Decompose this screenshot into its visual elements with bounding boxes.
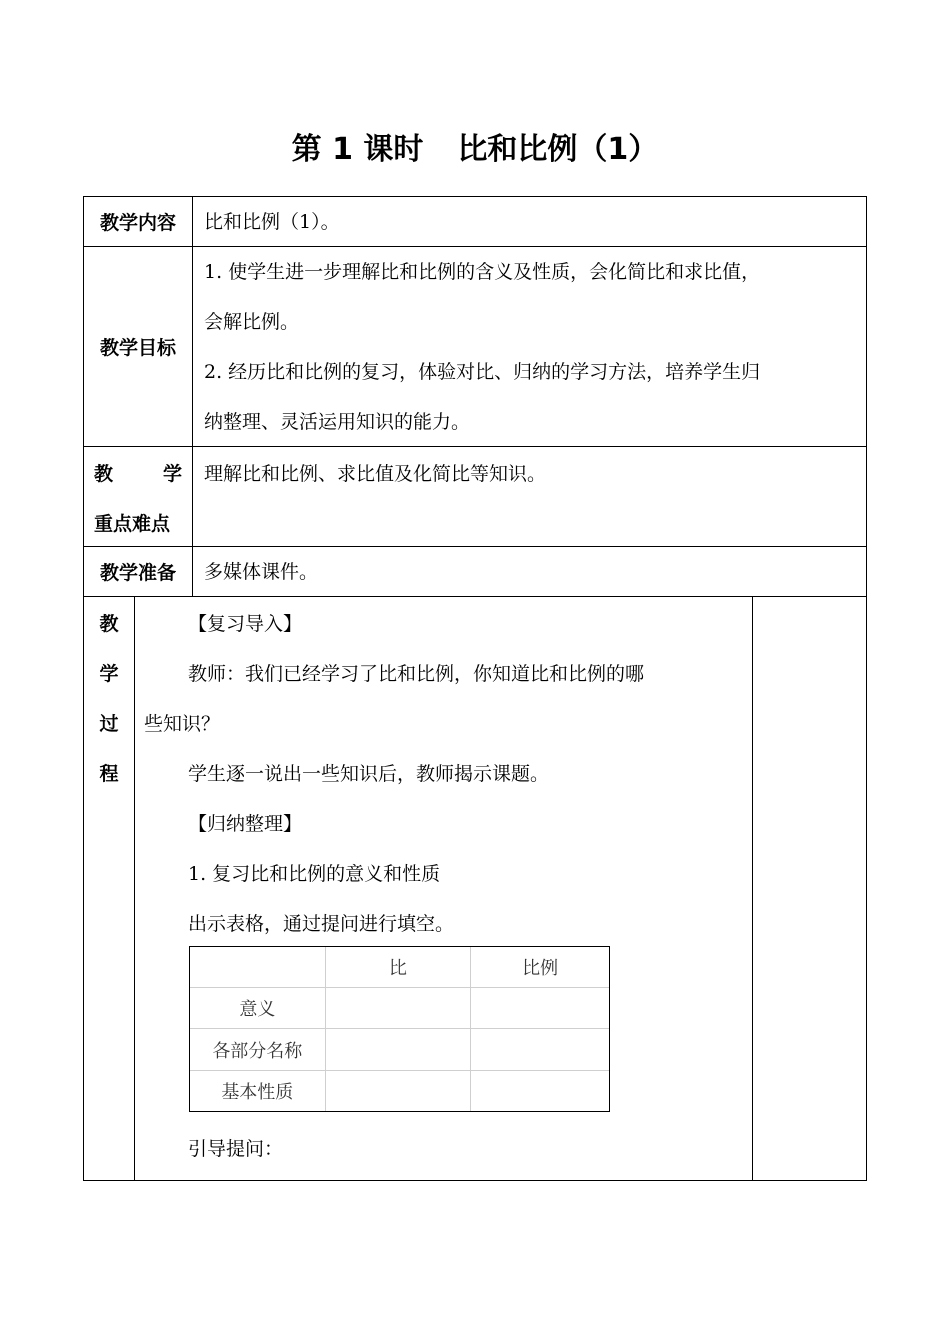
key-points-text: 理解比和比例、求比值及化简比等知识。 [204, 463, 547, 485]
goal-line: 1. 使学生进一步理解比和比例的含义及性质，会化简比和求比值， [204, 261, 761, 283]
teaching-goals-text [204, 247, 858, 447]
lesson-number: 第 1 课时 [291, 132, 424, 167]
label-key-points [84, 447, 193, 546]
row-teaching-content [84, 197, 866, 247]
process-paragraph: 出示表格，通过提问进行填空。 [188, 913, 455, 935]
process-paragraph: 引导提问： [188, 1138, 284, 1160]
table-row [190, 1070, 609, 1111]
process-paragraph: 学生逐一说出一些知识后，教师揭示课题。 [188, 763, 550, 785]
label-char: 教 [94, 463, 114, 485]
table-cell [325, 1029, 471, 1070]
table-row-label: 基本性质 [190, 1070, 325, 1111]
row-teaching-process [84, 597, 866, 1180]
label-char: 学 [162, 463, 182, 485]
label-teaching-content: 教学内容 [84, 197, 193, 246]
table-row [190, 988, 609, 1029]
section-heading-summary: 【归纳整理】 [188, 813, 303, 835]
table-header-row [190, 947, 609, 988]
process-closing [144, 1124, 748, 1174]
process-paragraph: 1. 复习比和比例的意义和性质 [188, 863, 441, 885]
process-paragraph: 教师：我们已经学习了比和比例，你知道比和比例的哪 [188, 663, 645, 685]
label-char: 过 [99, 713, 119, 735]
goal-line: 纳整理、灵活运用知识的能力。 [204, 411, 471, 433]
label-teaching-prep: 教学准备 [84, 547, 193, 596]
row-teaching-goals [84, 247, 866, 447]
label-char: 学 [99, 663, 119, 685]
notes-column-divider [752, 597, 753, 1180]
teaching-prep-text: 多媒体课件。 [204, 561, 319, 583]
label-teaching-goals: 教学目标 [84, 247, 193, 446]
table-cell [471, 1070, 609, 1111]
label-teaching-process [84, 597, 135, 1180]
row-key-points [84, 447, 866, 547]
label-char: 教 [99, 613, 119, 635]
table-header-cell: 比 [325, 947, 471, 988]
label-char: 程 [99, 763, 119, 785]
table-header-cell [190, 947, 325, 988]
table-cell [471, 988, 609, 1029]
section-heading-review: 【复习导入】 [188, 613, 303, 635]
table-cell [325, 1070, 471, 1111]
table-cell [471, 1029, 609, 1070]
row-teaching-prep [84, 547, 866, 597]
lesson-topic: 比和比例（1） [457, 132, 659, 167]
table-row [190, 1029, 609, 1070]
process-body [144, 599, 748, 949]
goal-line: 会解比例。 [204, 311, 300, 333]
lesson-plan-table [83, 196, 867, 1181]
table-row-label: 各部分名称 [190, 1029, 325, 1070]
teaching-content-text: 比和比例（1）。 [204, 211, 340, 233]
table-header-cell: 比例 [471, 947, 609, 988]
table-row-label: 意义 [190, 988, 325, 1029]
goal-line: 2. 经历比和比例的复习，体验对比、归纳的学习方法，培养学生归 [204, 361, 761, 383]
page-title [0, 128, 950, 172]
label-key-points-line2: 重点难点 [94, 513, 171, 535]
process-paragraph: 些知识？ [144, 713, 221, 735]
comparison-table [189, 946, 610, 1112]
table-cell [325, 988, 471, 1029]
